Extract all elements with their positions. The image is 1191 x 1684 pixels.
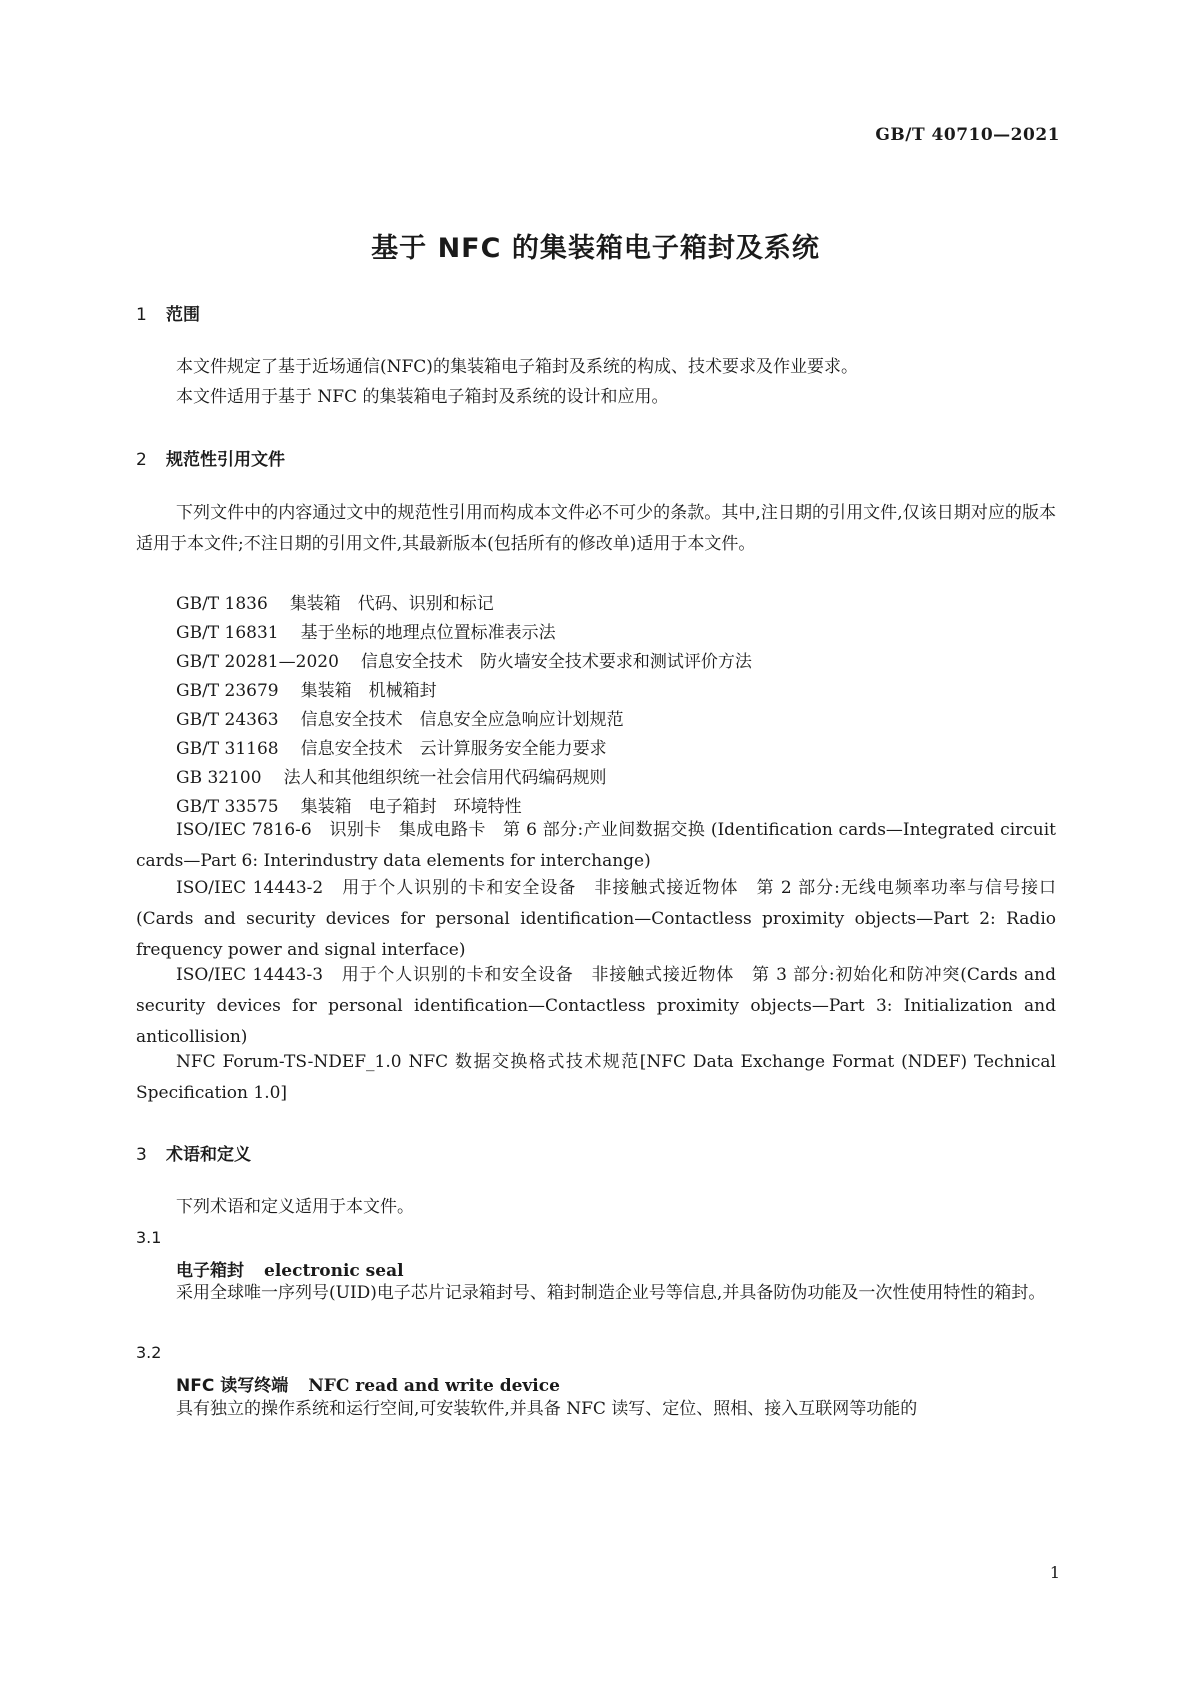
reference-item	[176, 647, 752, 672]
reference-code: GB/T 31168	[176, 739, 279, 759]
section-2-heading	[136, 445, 285, 470]
term-definition: 具有独立的操作系统和运行空间,可安装软件,并具备 NFC 读写、定位、照相、接入互联网等功能的	[176, 1399, 918, 1419]
reference-item-long: ISO/IEC 14443-2 用于个人识别的卡和安全设备 非接触式接近物体 第 2 部分:无线电频率功率与信号接口(Cards and security devices for personal identification—Contactless proximity objects—Part 2: Radio frequency power and signal interface)	[136, 878, 1056, 960]
reference-item-long: ISO/IEC 7816-6 识别卡 集成电路卡 第 6 部分:产业间数据交换 (Identification cards—Integrated circuit cards—Part 6: Interindustry data elements for interchange)	[136, 820, 1056, 871]
reference-title: 信息安全技术 防火墙安全技术要求和测试评价方法	[360, 652, 752, 672]
section-number: 2	[136, 450, 147, 470]
reference-title: 集装箱 电子箱封 环境特性	[300, 797, 522, 817]
term-number: 3.1	[136, 1228, 162, 1247]
section-title: 规范性引用文件	[166, 450, 285, 470]
section-3-heading	[136, 1140, 251, 1165]
reference-title: 信息安全技术 云计算服务安全能力要求	[300, 739, 607, 759]
reference-title: 集装箱 代码、识别和标记	[289, 594, 494, 614]
section-number: 1	[136, 305, 147, 325]
section-title: 范围	[166, 305, 200, 325]
reference-item	[176, 676, 437, 701]
reference-item	[176, 763, 607, 788]
reference-item-long: NFC Forum-TS-NDEF_1.0 NFC 数据交换格式技术规范[NFC Data Exchange Format (NDEF) Technical Specification 1.0]	[136, 1052, 1056, 1103]
reference-title: 基于坐标的地理点位置标准表示法	[300, 623, 556, 643]
paragraph: 本文件规定了基于近场通信(NFC)的集装箱电子箱封及系统的构成、技术要求及作业要求。	[176, 357, 858, 377]
reference-title: 法人和其他组织统一社会信用代码编码规则	[283, 768, 607, 788]
reference-item	[176, 589, 494, 614]
reference-item	[176, 618, 556, 643]
paragraph: 本文件适用于基于 NFC 的集装箱电子箱封及系统的设计和应用。	[176, 387, 669, 407]
standard-code: GB/T 40710—2021	[875, 125, 1060, 145]
reference-item-long: ISO/IEC 14443-3 用于个人识别的卡和安全设备 非接触式接近物体 第 3 部分:初始化和防冲突(Cards and security devices for personal identification—Contactless proximity objects—Part 3: Initialization and anticollision)	[136, 965, 1056, 1047]
reference-item	[176, 705, 624, 730]
term-heading	[176, 1371, 560, 1396]
term-zh: 电子箱封	[176, 1261, 244, 1281]
term-zh: NFC 读写终端	[176, 1376, 289, 1396]
term-en: electronic seal	[264, 1261, 404, 1281]
reference-code: GB 32100	[176, 768, 262, 788]
reference-code: GB/T 16831	[176, 623, 279, 643]
section-title: 术语和定义	[166, 1145, 251, 1165]
reference-code: GB/T 24363	[176, 710, 279, 730]
document-title: 基于 NFC 的集装箱电子箱封及系统	[371, 233, 820, 264]
paragraph: 下列术语和定义适用于本文件。	[176, 1197, 414, 1217]
term-en: NFC read and write device	[308, 1376, 560, 1396]
reference-code: GB/T 23679	[176, 681, 279, 701]
section-number: 3	[136, 1145, 147, 1165]
paragraph: 下列文件中的内容通过文中的规范性引用而构成本文件必不可少的条款。其中,注日期的引用文件,仅该日期对应的版本适用于本文件;不注日期的引用文件,其最新版本(包括所有的修改单)适用于本文件。	[136, 503, 1056, 554]
reference-title: 信息安全技术 信息安全应急响应计划规范	[300, 710, 624, 730]
term-number: 3.2	[136, 1343, 162, 1362]
reference-code: GB/T 33575	[176, 797, 279, 817]
reference-code: GB/T 20281—2020	[176, 652, 339, 672]
reference-title: 集装箱 机械箱封	[300, 681, 437, 701]
page-number: 1	[1049, 1563, 1060, 1582]
reference-item	[176, 792, 522, 817]
term-definition: 采用全球唯一序列号(UID)电子芯片记录箱封号、箱封制造企业号等信息,并具备防伪功能及一次性使用特性的箱封。	[176, 1283, 1046, 1303]
reference-code: GB/T 1836	[176, 594, 268, 614]
reference-item	[176, 734, 607, 759]
section-1-heading	[136, 300, 200, 325]
